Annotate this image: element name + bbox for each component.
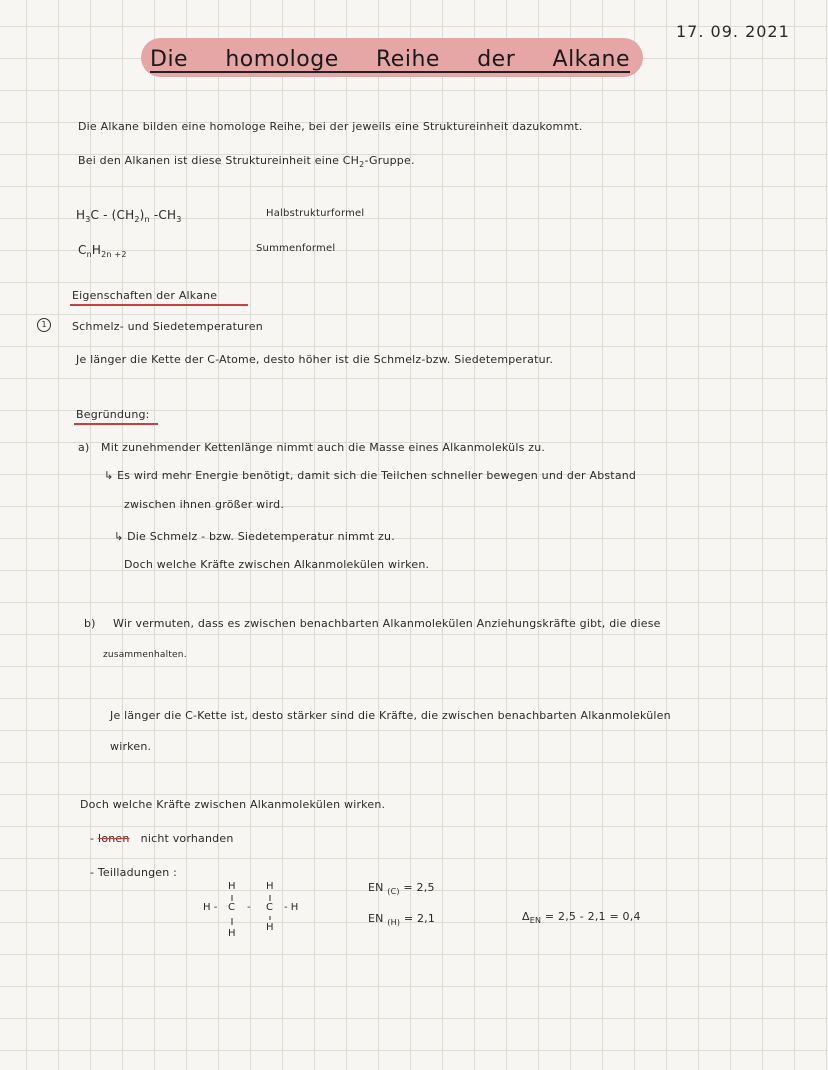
ions-struck: Ionen xyxy=(97,832,130,845)
sum-formula-label: Summenformel xyxy=(256,243,336,254)
half-structure-formula: $H_3C - (CH_2)_n$ $-CH_3$ xyxy=(76,208,182,224)
sum-formula: $C_nH_{2n +2}$ xyxy=(78,243,127,259)
a-label: a) xyxy=(78,441,90,454)
b-text: Wir vermuten, dass es zwischen benachbarten Alkanmolekülen Anziehungskräfte gibt, die diese xyxy=(113,617,661,630)
mol-h-left: H - xyxy=(203,902,218,913)
mol-h-bottom-1: H xyxy=(228,928,236,939)
a-arrow-2: ↳ Die Schmelz - bzw. Siedetemperatur nimmt zu. xyxy=(114,530,395,543)
b-conclusion-cont: wirken. xyxy=(110,740,152,753)
intro-line-1: Die Alkane bilden eine homologe Reihe, bei der jeweils eine Struktureinheit dazukommt. xyxy=(78,120,583,133)
mol-c-1: C xyxy=(228,902,235,913)
item-number: 1 xyxy=(37,318,51,332)
title-word: Die xyxy=(150,46,189,72)
mol-h-right: - H xyxy=(284,902,299,913)
properties-heading: Eigenschaften der Alkane xyxy=(72,289,218,302)
b-text-cont: zusammenhalten. xyxy=(103,650,187,660)
half-structure-label: Halbstrukturformel xyxy=(266,208,365,219)
a-arrow-1: ↳ Es wird mehr Energie benötigt, damit sich die Teilchen schneller bewegen und der Abstand xyxy=(104,469,637,482)
title-underline xyxy=(150,71,630,73)
a-text: Mit zunehmender Kettenlänge nimmt auch die Masse eines Alkanmoleküls zu. xyxy=(101,441,546,454)
partial-charges: - Teilladungen : xyxy=(90,866,178,879)
intro-line-2: Bei den Alkanen ist diese Struktureinheit eine $CH_2$-Gruppe. xyxy=(78,154,415,169)
title-word: Alkane xyxy=(552,46,630,72)
mol-h-bottom-2: H xyxy=(266,922,274,933)
forces-question: Doch welche Kräfte zwischen Alkanmolekülen wirken. xyxy=(80,798,386,811)
title-word: homologe xyxy=(225,46,339,72)
mol-c-2: C xyxy=(266,902,273,913)
b-conclusion: Je länger die C-Kette ist, desto stärker sind die Kräfte, die zwischen benachbarten Alkanmolekülen xyxy=(110,709,671,722)
reasoning-underline xyxy=(74,423,158,425)
mol-bonds xyxy=(226,890,286,934)
mol-dash: - xyxy=(247,902,251,913)
heading-underline xyxy=(70,304,248,306)
en-hydrogen: EN $_{(H)}$ = 2,1 xyxy=(368,912,436,927)
delta-en: $\Delta_{EN} = 2,5 - 2,1 = 0,4$ xyxy=(522,910,641,925)
mol-h-top-1: H xyxy=(228,881,236,892)
reasoning-heading: Begründung: xyxy=(76,408,150,421)
date: 17. 09. 2021 xyxy=(676,22,790,41)
properties-statement: Je länger die Kette der C-Atome, desto höher ist die Schmelz-bzw. Siedetemperatur. xyxy=(76,353,554,366)
a-question: Doch welche Kräfte zwischen Alkanmolekülen wirken. xyxy=(124,558,430,571)
ions-line: - Ionen nicht vorhanden xyxy=(90,832,234,845)
a-arrow-1-cont: zwischen ihnen größer wird. xyxy=(124,498,285,511)
b-label: b) xyxy=(84,617,96,630)
title-word: Reihe xyxy=(376,46,440,72)
en-carbon: EN $_{(C)}$ = 2,5 xyxy=(368,881,435,896)
mol-h-top-2: H xyxy=(266,881,274,892)
title-word: der xyxy=(477,46,516,72)
item-title: Schmelz- und Siedetemperaturen xyxy=(72,320,263,333)
